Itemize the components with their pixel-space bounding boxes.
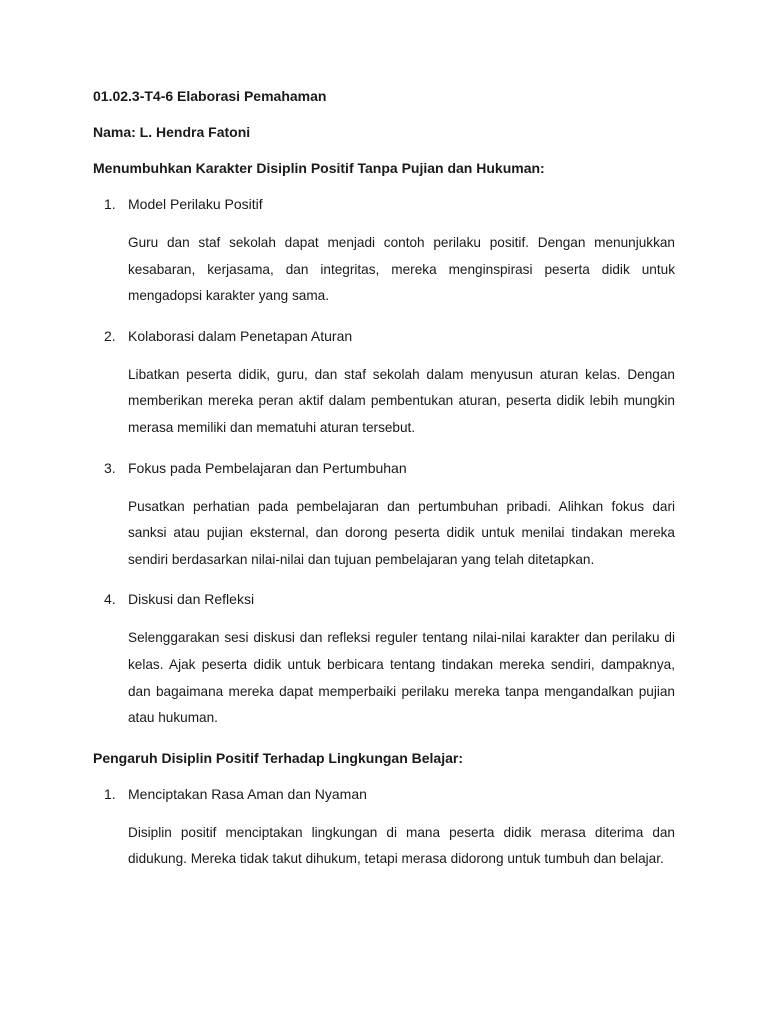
list-item-title: Model Perilaku Positif (128, 196, 263, 212)
section-list-pengaruh (93, 784, 675, 873)
list-item-title: Diskusi dan Refleksi (128, 591, 255, 608)
list-item-body: Guru dan staf sekolah dapat menjadi contoh perilaku positif. Dengan menunjukkan kesabaran, kerjasama, dan integritas, mereka menginspirasi peserta didik untuk mengadopsi karakter yang sama. (128, 235, 675, 304)
list-item-number: 1. (104, 785, 116, 802)
list-item-body: Pusatkan perhatian pada pembelajaran dan pertumbuhan pribadi. Alihkan fokus dari sanksi atau pujian eksternal, dan dorong peserta didik untuk menilai tindakan mereka sendiri berdasarkan nilai-nilai dan tujuan pembelajaran yang telah ditetapkan. (128, 498, 675, 567)
author-name: Nama: L. Hendra Fatoni (93, 124, 251, 140)
section-heading-pengaruh: Pengaruh Disiplin Positif Terhadap Lingkungan Belajar: (93, 749, 464, 766)
section-list-disiplin (93, 194, 675, 732)
list-item (93, 784, 675, 873)
section-heading-disiplin: Menumbuhkan Karakter Disiplin Positif Tanpa Pujian dan Hukuman: (93, 160, 545, 176)
list-item-title: Kolaborasi dalam Penetapan Aturan (128, 327, 353, 344)
list-item-body: Selenggarakan sesi diskusi dan refleksi reguler tentang nilai-nilai karakter dan perilaku di kelas. Ajak peserta didik untuk berbicara tentang tindakan mereka sendiri, dampaknya, dan bagaimana mereka dapat memperbaiki perilaku mereka tanpa mengandalkan pujian atau hukuman. (128, 630, 675, 726)
list-item-body: Libatkan peserta didik, guru, dan staf sekolah dalam menyusun aturan kelas. Dengan memberikan mereka peran aktif dalam pembentukan aturan, peserta didik lebih mungkin merasa memiliki dan mematuhi aturan tersebut. (128, 366, 675, 435)
list-item (93, 458, 675, 574)
list-item-number: 4. (104, 591, 116, 608)
list-item-title: Menciptakan Rasa Aman dan Nyaman (128, 785, 367, 802)
list-item (93, 194, 675, 310)
list-item-number: 2. (104, 327, 116, 344)
document-page (93, 86, 675, 889)
document-code-title: 01.02.3-T4-6 Elaborasi Pemahaman (93, 88, 327, 104)
list-item-body: Disiplin positif menciptakan lingkungan di mana peserta didik merasa diterima dan didukung. Mereka tidak takut dihukum, tetapi merasa didorong untuk tumbuh dan belajar. (128, 824, 675, 867)
list-item (93, 589, 675, 731)
list-item-number: 1. (104, 196, 116, 212)
list-item-number: 3. (104, 459, 116, 476)
list-item-title: Fokus pada Pembelajaran dan Pertumbuhan (128, 459, 407, 476)
list-item (93, 326, 675, 442)
